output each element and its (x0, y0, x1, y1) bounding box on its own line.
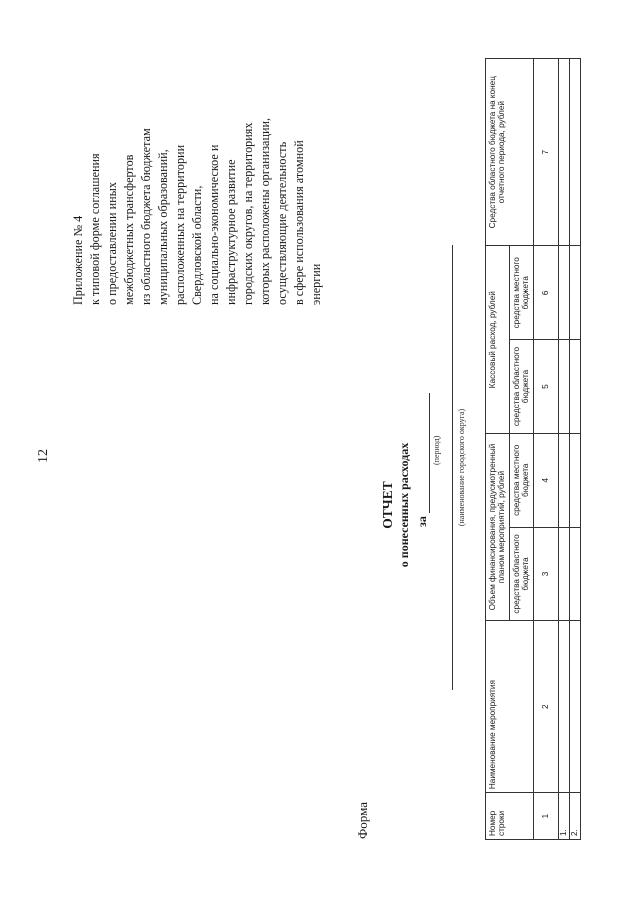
column-number: 3 (533, 527, 558, 621)
subheader-local-budget: средства местного бюджета (509, 246, 533, 340)
municipality-blank-line (452, 245, 453, 690)
appendix-line: в сфере использования атомной (292, 140, 306, 305)
row-number: 1. (558, 793, 569, 840)
empty-cell (569, 527, 580, 621)
subheader-local-budget: средства местного бюджета (509, 433, 533, 527)
header-row (486, 59, 510, 840)
period-line (415, 393, 430, 527)
appendix-line: муниципальных образований, (156, 149, 170, 305)
appendix-line: на социально-экономическое и (207, 144, 221, 305)
report-title: ОТЧЕТ (380, 481, 395, 529)
empty-cell (558, 246, 569, 340)
period-prefix: за (415, 516, 429, 527)
empty-cell (569, 246, 580, 340)
header-row-number: Номер строки (486, 793, 534, 840)
appendix-line: из областного бюджета бюджетам (139, 128, 153, 305)
header-event-name: Наименование мероприятия (486, 621, 534, 793)
empty-cell (558, 59, 569, 246)
expense-report-table (485, 58, 581, 840)
empty-cell (569, 340, 580, 434)
municipality-caption: (наименование городского округа) (457, 408, 466, 527)
form-label: Форма (355, 802, 370, 839)
appendix-line: которых расположены организации, (258, 117, 272, 305)
header-planned-funding: Объем финансирования, предусмотренный планом мероприятий, рублей (486, 433, 510, 620)
appendix-line: инфраструктурное развитие (224, 159, 238, 305)
table-row (558, 59, 569, 840)
page-number: 12 (36, 449, 51, 463)
empty-cell (558, 433, 569, 527)
appendix-line: осуществляющие деятельность (275, 141, 289, 305)
report-subtitle: о понесенных расходах (397, 442, 411, 568)
column-number: 4 (533, 433, 558, 527)
table-row (569, 59, 580, 840)
header-end-balance: Средства областного бюджета на конец отчетного периода, рублей (486, 59, 534, 246)
column-number-row (533, 59, 558, 840)
empty-cell (558, 340, 569, 434)
empty-cell (558, 621, 569, 793)
column-number: 2 (533, 621, 558, 793)
empty-cell (569, 433, 580, 527)
empty-cell (569, 621, 580, 793)
period-blank (417, 393, 430, 513)
appendix-line: к типовой форме соглашения (88, 153, 102, 305)
appendix-note (70, 5, 325, 305)
appendix-line: расположенных на территории (173, 144, 187, 305)
appendix-line: энергии (309, 263, 323, 305)
appendix-line: Приложение № 4 (71, 215, 85, 305)
appendix-line: городских округов, на территориях (241, 122, 255, 305)
subheader-regional-budget: средства областного бюджета (509, 527, 533, 621)
subheader-regional-budget: средства областного бюджета (509, 340, 533, 434)
period-caption: (период) (432, 435, 441, 465)
empty-cell (558, 527, 569, 621)
column-number: 7 (533, 59, 558, 246)
appendix-line: межбюджетных трансфертов (122, 154, 136, 305)
column-number: 5 (533, 340, 558, 434)
row-number: 2. (569, 793, 580, 840)
column-number: 6 (533, 246, 558, 340)
header-cash-expense: Кассовый расход, рублей (486, 246, 510, 433)
appendix-line: Свердловской области, (190, 185, 204, 305)
empty-cell (569, 59, 580, 246)
appendix-line: о предоставлении иных (105, 182, 119, 305)
column-number: 1 (533, 793, 558, 840)
